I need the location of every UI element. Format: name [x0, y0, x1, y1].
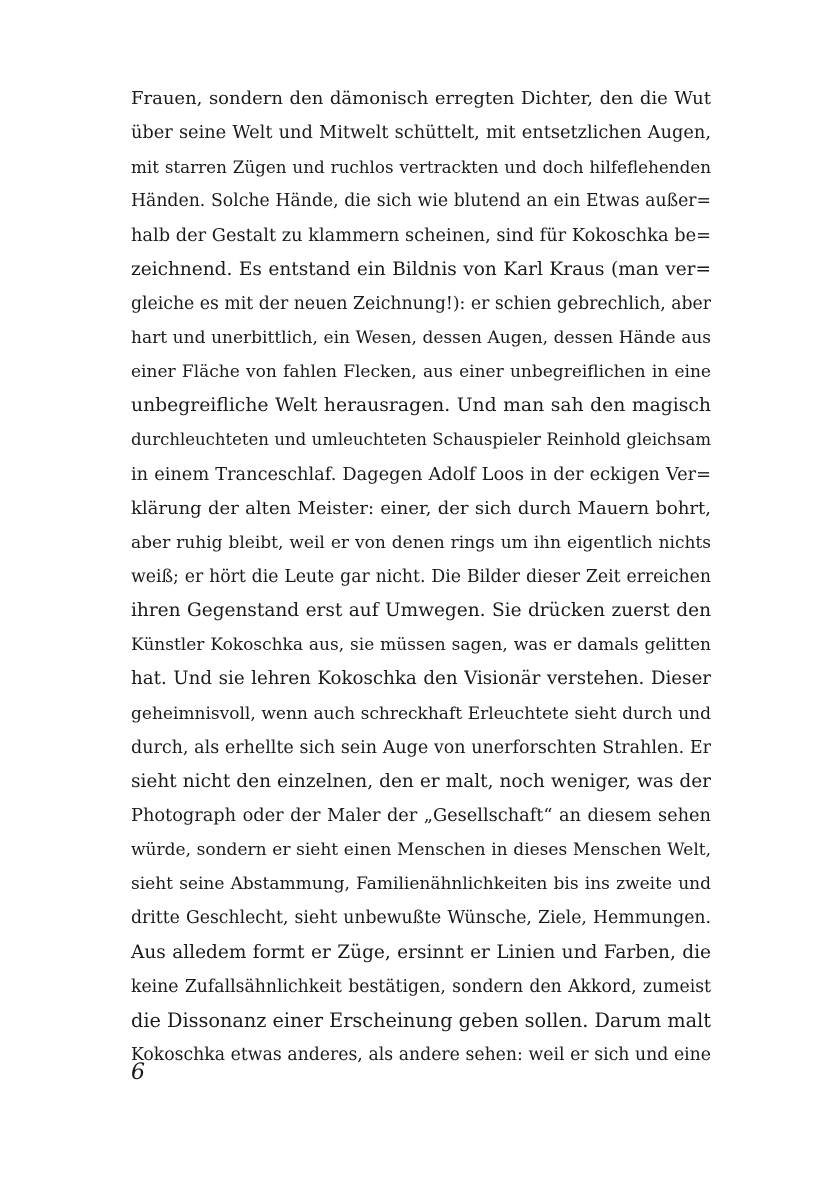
text-line: mit starren Zügen und ruchlos vertrackten und doch hilfeflehenden — [131, 157, 711, 178]
text-line: ihren Gegenstand erst auf Umwegen. Sie drücken zuerst den — [131, 600, 711, 622]
text-line: Photograph oder der Maler der „Gesellschaft“ an diesem sehen — [131, 805, 711, 826]
text-line: Künstler Kokoschka aus, sie müssen sagen, was er damals gelitten — [131, 635, 711, 656]
text-line: zeichnend. Es entstand ein Bildnis von Karl Kraus (man ver= — [131, 258, 711, 280]
text-line: hart und unerbittlich, ein Wesen, dessen Augen, dessen Hände aus — [131, 327, 711, 348]
text-line: Frauen, sondern den dämonisch erregten Dichter, den die Wut — [131, 88, 711, 109]
text-line: halb der Gestalt zu klammern scheinen, sind für Kokoschka be= — [131, 225, 711, 246]
text-line: Aus alledem formt er Züge, ersinnt er Linien und Farben, die — [131, 941, 711, 963]
text-line: würde, sondern er sieht einen Menschen in dieses Menschen Welt, — [131, 840, 711, 861]
text-line: aber ruhig bleibt, weil er von denen rings um ihn eigentlich nichts — [131, 532, 711, 553]
body-text — [131, 82, 711, 1072]
text-line: durchleuchteten und umleuchteten Schauspieler Reinhold gleichsam — [131, 430, 711, 450]
text-line: einer Fläche von fahlen Flecken, aus einer unbegreiflichen in eine — [131, 362, 711, 383]
text-line: in einem Tranceschlaf. Dagegen Adolf Loos in der eckigen Ver= — [131, 464, 711, 485]
text-line: sieht seine Abstammung, Familienähnlichkeiten bis ins zweite und — [131, 874, 711, 895]
text-line: geheimnisvoll, wenn auch schreckhaft Erleuchtete sieht durch und — [131, 703, 711, 724]
page-number: 6 — [131, 1060, 145, 1085]
text-line: die Dissonanz einer Erscheinung geben sollen. Darum malt — [131, 1008, 711, 1032]
text-line: unbegreifliche Welt herausragen. Und man sah den magisch — [131, 395, 711, 417]
text-line: Händen. Solche Hände, die sich wie blutend an ein Etwas außer= — [131, 191, 711, 212]
text-line: klärung der alten Meister: einer, der sich durch Mauern bohrt, — [131, 497, 711, 519]
text-line: hat. Und sie lehren Kokoschka den Visionär verstehen. Dieser — [131, 668, 711, 690]
text-line: weiß; er hört die Leute gar nicht. Die Bilder dieser Zeit erreichen — [131, 566, 711, 587]
text-line: dritte Geschlecht, sieht unbewußte Wünsche, Ziele, Hemmungen. — [131, 908, 711, 929]
text-line: durch, als erhellte sich sein Auge von unerforschten Strahlen. Er — [131, 737, 711, 758]
text-line: über seine Welt und Mitwelt schüttelt, mit entsetzlichen Augen, — [131, 123, 711, 144]
text-line: sieht nicht den einzelnen, den er malt, noch weniger, was der — [131, 770, 711, 792]
text-line: keine Zufallsähnlichkeit bestätigen, sondern den Akkord, zumeist — [131, 976, 711, 997]
text-line: gleiche es mit der neuen Zeichnung!): er schien gebrechlich, aber — [131, 293, 711, 314]
text-line: Kokoschka etwas anderes, als andere sehen: weil er sich und eine — [131, 1044, 711, 1065]
